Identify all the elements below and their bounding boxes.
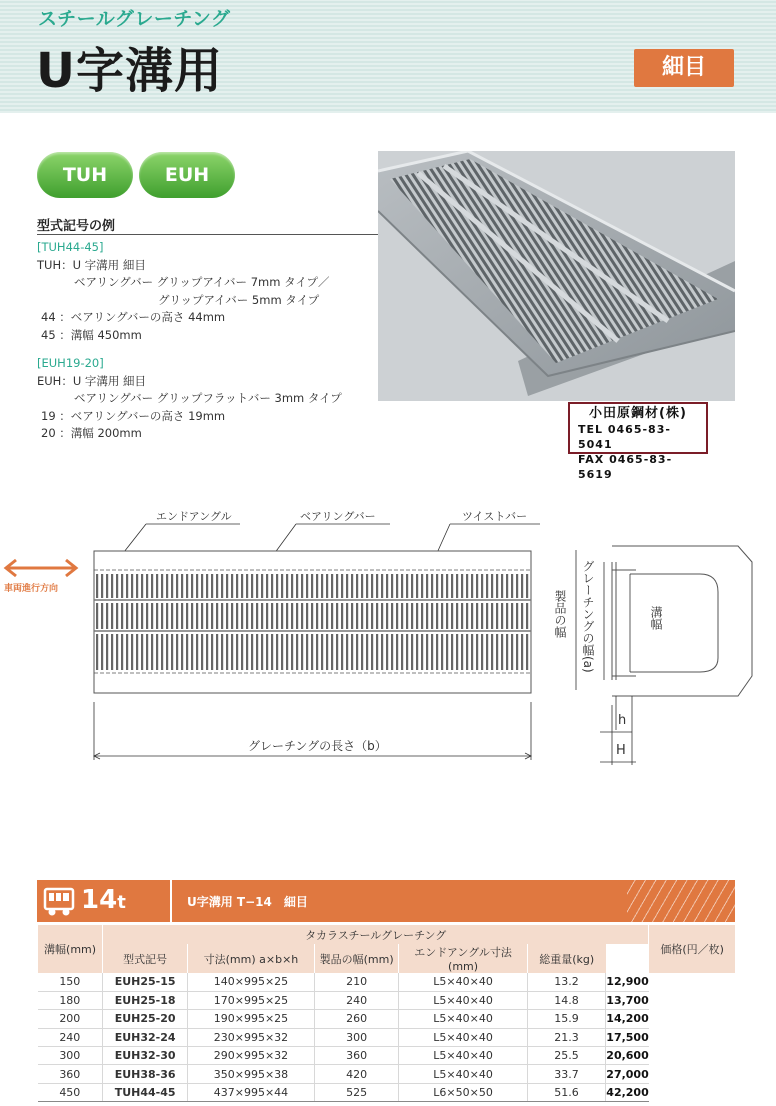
example-block-euh — [37, 355, 342, 443]
load-class-banner — [37, 880, 735, 922]
cell-weight: 51.6 — [527, 1083, 606, 1101]
col-header-model: 型式記号 — [103, 944, 188, 973]
dimension-diagram — [0, 490, 776, 780]
cell-price: 14,200 — [606, 1010, 649, 1028]
table-row — [38, 1065, 736, 1083]
price-table — [37, 925, 735, 1102]
product-width-label: 製品の幅 — [553, 590, 567, 638]
cell-dimension: 230×995×32 — [188, 1028, 315, 1046]
example-code: [EUH19-20] — [37, 356, 104, 370]
cell-model: EUH32-24 — [103, 1028, 188, 1046]
cell-model: EUH25-20 — [103, 1010, 188, 1028]
cell-dimension: 350×995×38 — [188, 1065, 315, 1083]
example-line: EUH：U 字溝用 細目 — [37, 373, 147, 388]
cell-product-width: 260 — [314, 1010, 399, 1028]
twist-bar-label: ツイストバー — [462, 510, 528, 523]
cell-model: TUH44-45 — [103, 1083, 188, 1101]
cell-price: 27,000 — [606, 1065, 649, 1083]
type-pill-euh: EUH — [139, 152, 235, 198]
cell-weight: 15.9 — [527, 1010, 606, 1028]
product-photo — [378, 151, 735, 401]
table-row — [38, 1028, 736, 1046]
col-header-price: 価格(円／枚) — [649, 925, 735, 973]
cell-dimension: 437×995×44 — [188, 1083, 315, 1101]
end-angle-label: エンドアングル — [156, 510, 232, 523]
truck-icon — [43, 885, 75, 917]
cell-product-width: 525 — [314, 1083, 399, 1101]
cell-weight: 13.2 — [527, 973, 606, 991]
cell-ditch-width: 150 — [38, 973, 103, 991]
col-header-end-angle: エンドアングル寸法(mm) — [399, 944, 527, 973]
cell-product-width: 210 — [314, 973, 399, 991]
cell-end-angle: L5×40×40 — [399, 973, 527, 991]
example-line: 19 ：ベアリングバーの高さ 19mm — [41, 408, 226, 423]
length-label: グレーチングの長さ（b） — [248, 739, 387, 753]
divider — [37, 234, 380, 235]
big-h-label: H — [616, 743, 626, 758]
col-header-weight: 総重量(kg) — [527, 944, 606, 973]
table-row — [38, 1010, 736, 1028]
cell-weight: 33.7 — [527, 1065, 606, 1083]
cell-ditch-width: 450 — [38, 1083, 103, 1101]
cell-price: 20,600 — [606, 1047, 649, 1065]
page-title: U字溝用 — [36, 43, 223, 99]
cell-model: EUH25-18 — [103, 991, 188, 1009]
dealer-tel: TEL 0465-83-5041 — [578, 423, 671, 451]
cell-end-angle: L5×40×40 — [399, 1010, 527, 1028]
cell-weight: 14.8 — [527, 991, 606, 1009]
cell-model: EUH25-15 — [103, 973, 188, 991]
table-row — [38, 1047, 736, 1065]
load-class: 14t — [81, 885, 126, 915]
page-header — [0, 0, 776, 113]
cell-ditch-width: 240 — [38, 1028, 103, 1046]
cell-end-angle: L5×40×40 — [399, 1065, 527, 1083]
grating-width-label: グレーチングの幅(a) — [581, 560, 595, 673]
cell-dimension: 290×995×32 — [188, 1047, 315, 1065]
cell-end-angle: L5×40×40 — [399, 991, 527, 1009]
table-row — [38, 973, 736, 991]
example-line: 45 ：溝幅 450mm — [41, 327, 142, 342]
col-header-dimension: 寸法(mm) a×b×h — [188, 944, 315, 973]
direction-label: 車両進行方向 — [4, 584, 59, 594]
cell-end-angle: L5×40×40 — [399, 1047, 527, 1065]
type-pill-tuh: TUH — [37, 152, 133, 198]
cell-weight: 25.5 — [527, 1047, 606, 1065]
divider — [170, 880, 172, 922]
double-arrow-icon — [6, 560, 76, 576]
example-line: ベアリングバー グリップフラットバー 3mm タイプ — [74, 391, 342, 405]
h-label: h — [618, 713, 627, 728]
cell-product-width: 240 — [314, 991, 399, 1009]
table-row — [38, 1083, 736, 1101]
example-line: 20 ：溝幅 200mm — [41, 426, 142, 440]
example-heading: 型式記号の例 — [37, 219, 116, 234]
dealer-fax: FAX 0465-83-5619 — [578, 453, 673, 481]
cell-dimension: 140×995×25 — [188, 973, 315, 991]
cell-price: 17,500 — [606, 1028, 649, 1046]
cell-model: EUH38-36 — [103, 1065, 188, 1083]
dealer-stamp — [568, 402, 708, 481]
cell-price: 13,700 — [606, 991, 649, 1009]
col-header-product-width: 製品の幅(mm) — [314, 944, 399, 973]
example-block-tuh — [37, 239, 330, 344]
table-caption: U字溝用 T−14 細目 — [187, 895, 308, 909]
cell-ditch-width: 200 — [38, 1010, 103, 1028]
cell-dimension: 190×995×25 — [188, 1010, 315, 1028]
cell-model: EUH32-30 — [103, 1047, 188, 1065]
cell-price: 12,900 — [606, 973, 649, 991]
ditch-width-label: 溝幅 — [649, 606, 663, 630]
cell-dimension: 170×995×25 — [188, 991, 315, 1009]
cell-product-width: 300 — [314, 1028, 399, 1046]
cell-end-angle: L5×40×40 — [399, 1028, 527, 1046]
cell-end-angle: L6×50×50 — [399, 1083, 527, 1101]
example-code: [TUH44-45] — [37, 240, 104, 254]
cell-ditch-width: 300 — [38, 1047, 103, 1065]
example-line: グリップアイバー 5mm タイプ — [158, 292, 320, 307]
col-header-group: タカラスチールグレーチング — [103, 925, 649, 944]
fine-mesh-badge: 細目 — [634, 49, 734, 87]
cell-weight: 21.3 — [527, 1028, 606, 1046]
cell-product-width: 360 — [314, 1047, 399, 1065]
cell-ditch-width: 360 — [38, 1065, 103, 1083]
decorative-hatch — [627, 880, 735, 922]
cell-ditch-width: 180 — [38, 991, 103, 1009]
page-subtitle: スチールグレーチング — [38, 8, 231, 30]
dealer-name: 小田原鋼材(株) — [589, 406, 687, 421]
col-header-ditch-width: 溝幅(mm) — [38, 925, 103, 973]
example-line: ベアリングバー グリップアイバー 7mm タイプ／ — [74, 275, 330, 289]
table-row — [38, 991, 736, 1009]
example-line: TUH：U 字溝用 細目 — [37, 257, 146, 272]
cell-product-width: 420 — [314, 1065, 399, 1083]
example-line: 44 ：ベアリングバーの高さ 44mm — [41, 310, 226, 324]
bearing-bar-label: ベアリングバー — [300, 510, 376, 523]
cell-price: 42,200 — [606, 1083, 649, 1101]
